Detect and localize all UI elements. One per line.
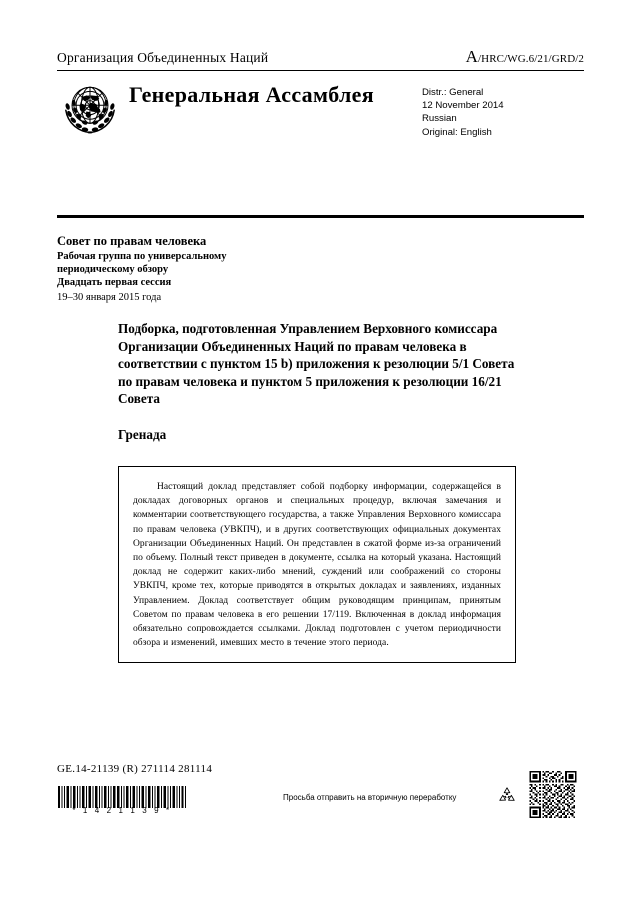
barcode-digits: * 1 4 2 1 1 3 9 * [72, 806, 172, 815]
masthead [57, 76, 584, 142]
session-info [57, 234, 457, 305]
summary-paragraph: Настоящий доклад представляет собой подборку информации, содержащейся в докладах договорных органов и специальных процедур, включая замечания и комментарии соответствующего государства, а также Управления Верховного комиссара по правам человека (УВКПЧ), и в других соответствующих официальных документах Организации Объединенных Наций. Он представлен в сжатой форме из-за ограничений по объему. Полный текст приведен в документе, ссылка на который указана. Настоящий доклад не содержит каких-либо мнений, суждений или соображений со стороны УВКПЧ, кроме тех, которые приводятся в открытых докладах и заявлениях, изданных Управлением. Доклад соответствует общим руководящим принципам, принятым Советом по правам человека в его решении 17/119. Включенная в доклад информация обязательно сопровождается ссылками. Доклад подготовлен с учетом периодичности обзора и изменений, имевших место в течение этого периода. [133, 482, 501, 649]
session-number: Двадцать первая сессия [57, 277, 172, 288]
summary-box [118, 466, 516, 663]
distribution-block [422, 86, 504, 139]
document-symbol-initial: A [465, 47, 478, 66]
header-divider [57, 70, 584, 71]
distr-date: 12 November 2014 [422, 100, 504, 112]
working-group-line-1: Рабочая группа по универсальному [57, 251, 227, 262]
recycling-note: Просьба отправить на вторичную переработку [283, 793, 457, 802]
masthead-divider [57, 215, 584, 218]
job-number: GE.14-21139 (R) 271114 281114 [57, 763, 213, 775]
document-header [57, 48, 584, 66]
title-block [118, 320, 518, 443]
general-assembly-title: Генеральная Ассамблея [129, 82, 374, 107]
distr-language: Russian [422, 113, 457, 125]
council-name: Совет по правам человека [57, 234, 207, 248]
distr-line: Distr.: General [422, 87, 484, 98]
distr-original: Original: English [422, 126, 492, 138]
country-name: Гренада [118, 426, 167, 442]
barcode [57, 786, 187, 808]
document-symbol [466, 48, 584, 65]
un-emblem-icon [59, 78, 121, 140]
qr-code [524, 771, 582, 818]
working-group-line-2: периодическому обзору [57, 264, 169, 275]
document-symbol-rest: /HRC/WG.6/21/GRD/2 [478, 53, 584, 65]
organization-name: Организация Объединенных Наций [57, 50, 269, 65]
recycling-icon [497, 786, 517, 804]
page-title: Подборка, подготовленная Управлением Верховного комиссара Организации Объединенных Наций по правам человека в соответствии с пунктом 15 b) приложения к резолюции 5/1 Совета по правам человека и пунктом 5 приложения к резолюции 16/21 Совета [118, 321, 515, 407]
session-dates: 19–30 января 2015 года [57, 292, 162, 303]
